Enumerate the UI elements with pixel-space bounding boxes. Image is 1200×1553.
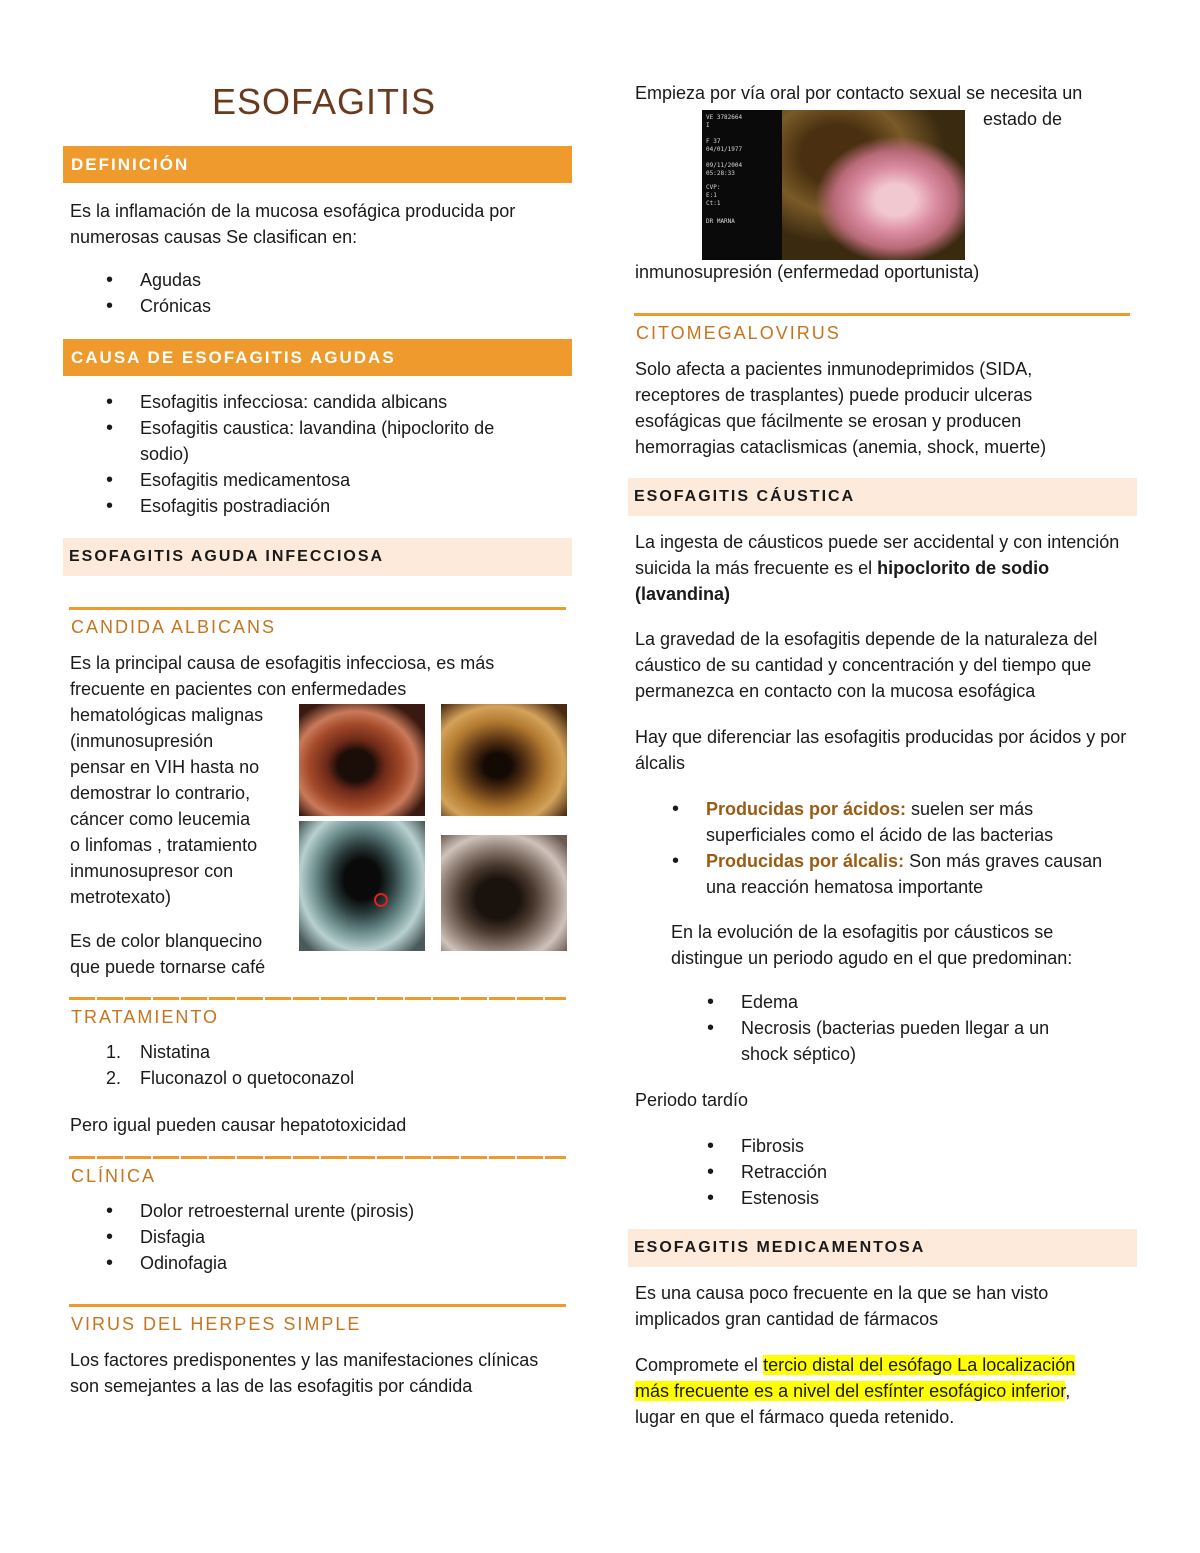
list-item: • Disfagia	[140, 1224, 414, 1250]
list-item: • Edema	[741, 989, 1101, 1015]
list-item-text: Nistatina	[140, 1042, 211, 1062]
candida-wrapped-text	[70, 702, 295, 910]
acidos-label: Producidas por ácidos:	[706, 799, 907, 819]
list-number: 2.	[106, 1068, 122, 1088]
cmv-text: Solo afecta a pacientes inmunodeprimidos (SIDA, receptores de trasplantes) puede producir ulceras esofágicas que fácilmente se erosan y producen hemorragias cataclismicas (anemia, shock, muerte)	[635, 359, 1047, 457]
text-line: hematológicas malignas	[70, 705, 264, 725]
divider	[69, 1156, 566, 1159]
section-heading-infecciosa: ESOFAGITIS AGUDA INFECCIOSA	[63, 538, 572, 576]
herpes-text: Los factores predisponentes y las manifestaciones clínicas son semejantes a las de las esofagitis por cándida	[70, 1350, 539, 1396]
endoscopy-overlay-text	[706, 114, 742, 226]
caustica-types-list	[706, 796, 1106, 900]
list-item: • Estenosis	[741, 1185, 827, 1211]
overlay-line: VE 3782664	[706, 114, 743, 121]
lesion-area	[782, 110, 965, 260]
overlay-line: Ct:1	[706, 200, 721, 207]
herpes-cont-line-1: Empieza por vía oral por contacto sexual se necesita un	[635, 83, 1083, 103]
definicion-text: Es la inflamación de la mucosa esofágica producida por numerosas causas Se clasifican en:	[70, 201, 516, 247]
subheading-cmv: CITOMEGALOVIRUS	[636, 323, 841, 343]
divider	[634, 313, 1130, 316]
overlay-line: I	[706, 122, 710, 129]
overlay-line: 04/01/1977	[706, 146, 743, 153]
list-item: • Esofagitis medicamentosa	[140, 467, 540, 493]
text-line: (inmunosupresión	[70, 731, 214, 751]
definicion-list	[140, 267, 211, 319]
herpes-cont-line-2: estado de	[983, 109, 1063, 129]
list-item: • Retracción	[741, 1159, 827, 1185]
highlight: tercio distal del esófago La localización	[763, 1355, 1076, 1375]
overlay-line: F 37	[706, 138, 721, 145]
caustica-p1-bold: hipoclorito de sodio (lavandina)	[635, 558, 1050, 604]
text-line: Es de color blanquecino	[70, 931, 263, 951]
divider	[69, 607, 566, 610]
subheading-clinica: CLÍNICA	[71, 1166, 157, 1186]
caustica-p1-text: La ingesta de cáusticos puede ser accidental y con intención suicida la más frecuente es el	[635, 532, 1120, 578]
endoscopy-image	[441, 835, 567, 951]
overlay-line: 05:28:33	[706, 170, 735, 177]
text-span: Compromete el	[635, 1355, 764, 1375]
caustica-p3: Hay que diferenciar las esofagitis producidas por ácidos y por álcalis	[635, 727, 1127, 773]
alcalis-label: Producidas por álcalis:	[706, 851, 905, 871]
list-item: • Agudas	[140, 267, 211, 293]
section-heading-medicamentosa: ESOFAGITIS MEDICAMENTOSA	[628, 1229, 1137, 1267]
list-item: • Dolor retroesternal urente (pirosis)	[140, 1198, 414, 1224]
endoscopy-image	[441, 704, 567, 816]
section-heading-caustica: ESOFAGITIS CÁUSTICA	[628, 478, 1137, 516]
text-line: metrotexato)	[70, 887, 172, 907]
list-item: • Esofagitis caustica: lavandina (hipoclorito de sodio)	[140, 415, 520, 467]
medicamentosa-p2	[635, 1352, 1135, 1430]
acidos-text: suelen ser más superficiales como el ácido de las bacterias	[706, 799, 1054, 845]
agudo-list	[741, 989, 1101, 1067]
list-item: • Esofagitis postradiación	[140, 493, 540, 519]
section-heading-definicion: DEFINICIÓN	[63, 146, 572, 183]
list-item: • Odinofagia	[140, 1250, 414, 1276]
overlay-line: 09/11/2004	[706, 162, 743, 169]
alcalis-text: Son más graves causan una reacción hematosa importante	[706, 851, 1103, 897]
divider	[69, 997, 566, 1000]
overlay-line: DR MARNA	[706, 218, 735, 225]
text-line: pensar en VIH hasta no	[70, 757, 260, 777]
overlay-line: CVP:	[706, 184, 721, 191]
tardio-list	[741, 1133, 827, 1211]
list-item	[106, 1039, 354, 1065]
divider	[69, 1304, 566, 1307]
list-item: • Necrosis (bacterias pueden llegar a un shock séptico)	[741, 1015, 1101, 1067]
causas-list	[140, 389, 540, 519]
tratamiento-note: Pero igual pueden causar hepatotoxicidad	[70, 1115, 407, 1135]
caustica-p4: En la evolución de la esofagitis por cáusticos se distingue un periodo agudo en el que predominan:	[671, 922, 1073, 968]
caustica-p1	[635, 529, 1125, 607]
endoscopy-image-herpes	[702, 110, 965, 260]
candida-line-2: frecuente en pacientes con enfermedades	[70, 679, 407, 699]
caustica-p2: La gravedad de la esofagitis depende de la naturaleza del cáustico de su cantidad y concentración y del tiempo que permanezca en contacto con la mucosa esofágica	[635, 629, 1098, 701]
list-item	[706, 848, 1106, 900]
list-item: • Crónicas	[140, 293, 211, 319]
list-item: • Fibrosis	[741, 1133, 827, 1159]
subheading-candida: CANDIDA ALBICANS	[71, 617, 277, 637]
clinica-list	[140, 1198, 414, 1276]
endoscopy-image	[299, 704, 425, 816]
herpes-cont-line-3: inmunosupresión (enfermedad oportunista)	[635, 262, 980, 282]
endoscopy-image	[299, 821, 425, 951]
periodo-tardio: Periodo tardío	[635, 1090, 749, 1110]
list-item	[106, 1065, 355, 1091]
subheading-herpes: VIRUS DEL HERPES SIMPLE	[71, 1314, 362, 1334]
candida-color-text	[70, 928, 295, 980]
text-span: ,	[1065, 1381, 1071, 1401]
list-item	[706, 796, 1106, 848]
text-line: o linfomas , tratamiento	[70, 835, 258, 855]
list-item: • Esofagitis infecciosa: candida albicans	[140, 389, 540, 415]
text-line	[635, 1352, 1135, 1378]
highlight: más frecuente es a nivel del esfínter esofágico inferior	[635, 1381, 1066, 1401]
subheading-tratamiento: TRATAMIENTO	[71, 1007, 219, 1027]
page-title: ESOFAGITIS	[212, 81, 437, 122]
section-heading-causas: CAUSA DE ESOFAGITIS AGUDAS	[63, 339, 572, 376]
tratamiento-list	[106, 1039, 355, 1091]
candida-line-1: Es la principal causa de esofagitis infecciosa, es más	[70, 653, 495, 673]
text-line: lugar en que el fármaco queda retenido.	[635, 1407, 955, 1427]
text-line: cáncer como leucemia	[70, 809, 251, 829]
marker-circle	[374, 893, 388, 907]
list-number: 1.	[106, 1042, 122, 1062]
text-line: inmunosupresor con	[70, 861, 234, 881]
medicamentosa-p1: Es una causa poco frecuente en la que se han visto implicados gran cantidad de fármacos	[635, 1283, 1049, 1329]
list-item-text: Fluconazol o quetoconazol	[140, 1068, 355, 1088]
overlay-line: E:1	[706, 192, 717, 199]
text-line: que puede tornarse café	[70, 957, 266, 977]
text-line: demostrar lo contrario,	[70, 783, 251, 803]
text-line	[635, 1378, 1135, 1404]
